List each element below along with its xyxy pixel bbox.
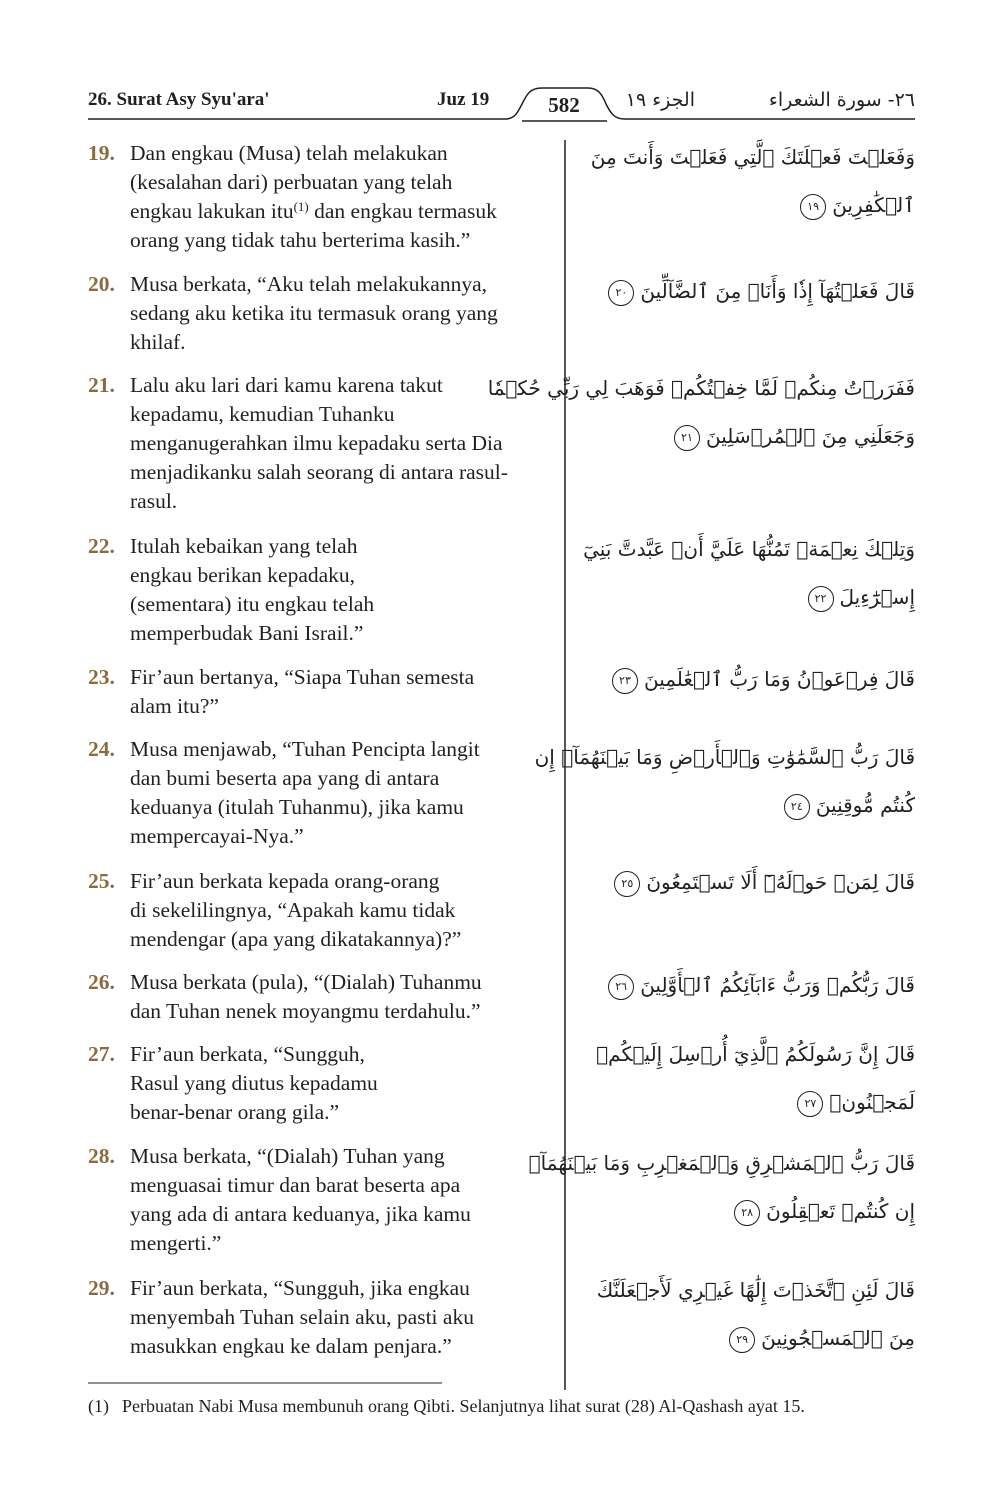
arabic-line	[585, 1078, 915, 1126]
arabic-line: قَالَ لَئِنِ ٱتَّخَذۡتَ إِلَٰهًا غَيۡرِي لَأَجۡعَلَنَّكَ	[596, 1278, 915, 1302]
arabic-text: قَالَ رَبُّكُمۡ وَرَبُّ ءَابَآئِكُمُ ٱلۡأَوَّلِينَ	[640, 973, 915, 997]
arabic-text: لَمَجۡنُونٞ	[829, 1090, 915, 1114]
footnote-marker: (1)	[88, 1396, 109, 1416]
verse-translation-28	[88, 1142, 558, 1258]
arabic-line	[585, 655, 915, 703]
verse-arabic-22	[585, 525, 915, 621]
translation-line: menyembah Tuhan selain aku, pasti aku	[130, 1305, 474, 1329]
verse-end-marker: ٢٥	[614, 871, 640, 897]
verse-number: 23.	[88, 665, 115, 689]
arabic-text: ٱلۡكَٰفِرِينَ	[832, 193, 915, 217]
translation-line: sedang aku ketika itu termasuk orang yang	[130, 301, 498, 325]
footnote-text: Perbuatan Nabi Musa membunuh orang Qibti. Selanjutnya lihat surat (28) Al-Qashash ayat 15.	[122, 1396, 805, 1416]
translation-line: Rasul yang diutus kepadamu	[130, 1071, 378, 1095]
translation-line: Fir’aun bertanya, “Siapa Tuhan semesta	[130, 665, 475, 689]
translation-line: Itulah kebaikan yang telah	[130, 534, 358, 558]
arabic-text: قَالَ لِمَنۡ حَوۡلَهُۥٓ أَلَا تَسۡتَمِعُونَ	[646, 870, 915, 894]
verse-end-marker: ٢٩	[729, 1327, 755, 1353]
arabic-line: قَالَ رَبُّ ٱلسَّمَٰوَٰتِ وَٱلۡأَرۡضِ وَمَا بَيۡنَهُمَآۖ إِن	[534, 745, 915, 769]
arabic-line	[585, 781, 915, 829]
arabic-line	[585, 573, 915, 621]
verse-number: 28.	[88, 1144, 115, 1168]
translation-line: Lalu aku lari dari kamu karena takut	[130, 373, 443, 397]
surah-title-arabic: ٢٦- سورة الشعراء	[768, 89, 915, 111]
arabic-text: إِسۡرَٰٓءِيلَ	[839, 585, 915, 609]
verse-number: 22.	[88, 534, 115, 558]
verse-translation-20	[88, 270, 558, 357]
translation-line: mempercayai-Nya.”	[130, 824, 304, 848]
verse-arabic-28	[528, 1139, 915, 1235]
verse-number: 26.	[88, 970, 115, 994]
verse-end-marker: ٢٧	[797, 1091, 823, 1117]
juz-label-arabic: الجزء ١٩	[625, 89, 695, 111]
surah-title-latin: 26. Surat Asy Syu'ara'	[88, 89, 270, 110]
translation-line: kepadamu, kemudian Tuhanku	[130, 402, 395, 426]
translation-line: dan Tuhan nenek moyangmu terdahulu.”	[130, 999, 481, 1023]
arabic-line	[585, 412, 915, 460]
verse-end-marker: ٢٣	[612, 668, 638, 694]
arabic-text: كُنتُم مُّوقِنِينَ	[815, 793, 915, 817]
arabic-line: وَفَعَلۡتَ فَعۡلَتَكَ ٱلَّتِي فَعَلۡتَ وَأَنتَ مِنَ	[590, 145, 915, 169]
verse-end-marker: ٢٦	[608, 974, 634, 1000]
verse-number: 27.	[88, 1042, 115, 1066]
translation-line: menguasai timur dan barat beserta apa	[130, 1173, 461, 1197]
verse-arabic-21	[487, 364, 915, 460]
arabic-line	[585, 1187, 915, 1235]
juz-label-latin: Juz 19	[437, 89, 490, 110]
verse-translation-29	[88, 1274, 558, 1361]
verse-end-marker: ٢٨	[734, 1200, 760, 1226]
verse-translation-25	[88, 867, 558, 954]
translation-line: Musa berkata, “Aku telah melakukannya,	[130, 272, 488, 296]
verse-number: 21.	[88, 373, 115, 397]
arabic-line: قَالَ رَبُّ ٱلۡمَشۡرِقِ وَٱلۡمَغۡرِبِ وَمَا بَيۡنَهُمَآۖ	[528, 1151, 915, 1175]
translation-line: engkau berikan kepadaku,	[130, 563, 356, 587]
translation-line: menjadikanku salah seorang di antara rasul-	[130, 460, 508, 484]
footnote-reference: (1)	[293, 199, 309, 214]
translation-line: benar-benar orang gila.”	[130, 1100, 340, 1124]
arabic-line: فَفَرَرۡتُ مِنكُمۡ لَمَّا خِفۡتُكُمۡ فَوَهَبَ لِي رَبِّي حُكۡمٗا	[487, 376, 915, 400]
verse-arabic-19	[585, 133, 915, 229]
verse-end-marker: ٢١	[674, 425, 700, 451]
verse-arabic-26	[585, 961, 915, 1009]
verse-arabic-27	[585, 1030, 915, 1126]
translation-line: Musa berkata, “(Dialah) Tuhan yang	[130, 1144, 445, 1168]
arabic-line: قَالَ إِنَّ رَسُولَكُمُ ٱلَّذِيٓ أُرۡسِلَ إِلَيۡكُمۡ	[596, 1042, 915, 1066]
translation-line: orang yang tidak tahu berterima kasih.”	[130, 228, 471, 252]
verse-translation-26	[88, 968, 558, 1026]
verse-translation-24	[88, 735, 558, 851]
arabic-text: قَالَ فِرۡعَوۡنُ وَمَا رَبُّ ٱلۡعَٰلَمِينَ	[643, 667, 915, 691]
verse-arabic-24	[534, 733, 915, 829]
arabic-line	[585, 181, 915, 229]
verse-arabic-29	[585, 1266, 915, 1362]
translation-line: menganugerahkan ilmu kepadaku serta Dia	[130, 431, 503, 455]
verse-translation-23	[88, 663, 558, 721]
translation-line: (sementara) itu engkau telah	[130, 592, 375, 616]
arabic-text: وَجَعَلَنِي مِنَ ٱلۡمُرۡسَلِينَ	[706, 424, 915, 448]
page-number: 582	[548, 93, 580, 117]
verse-end-marker: ٢٠	[608, 280, 634, 306]
verse-number: 19.	[88, 141, 115, 165]
translation-line: Dan engkau (Musa) telah melakukan	[130, 141, 448, 165]
arabic-line	[585, 267, 915, 315]
translation-line: Fir’aun berkata, “Sungguh,	[130, 1042, 365, 1066]
translation-line: Fir’aun berkata kepada orang-orang	[130, 869, 440, 893]
translation-line: alam itu?”	[130, 694, 219, 718]
translation-text: engkau lakukan itu	[130, 199, 294, 223]
translation-line: mengerti.”	[130, 1231, 222, 1255]
translation-line: Musa berkata (pula), “(Dialah) Tuhanmu	[130, 970, 482, 994]
verse-arabic-20	[585, 267, 915, 315]
arabic-line	[585, 858, 915, 906]
verse-arabic-23	[585, 655, 915, 703]
verse-end-marker: ٢٤	[784, 794, 810, 820]
verse-end-marker: ١٩	[800, 194, 826, 220]
verse-translation-27	[88, 1040, 558, 1127]
verse-number: 25.	[88, 869, 115, 893]
translation-line: Fir’aun berkata, “Sungguh, jika engkau	[130, 1276, 470, 1300]
translation-line: Musa menjawab, “Tuhan Pencipta langit	[130, 737, 480, 761]
translation-line: rasul.	[130, 489, 178, 513]
translation-line: memperbudak Bani Israil.”	[130, 621, 364, 645]
translation-line: mendengar (apa yang dikatakannya)?”	[130, 927, 462, 951]
verse-number: 29.	[88, 1276, 115, 1300]
translation-text: dan engkau termasuk	[308, 199, 497, 223]
arabic-text: إِن كُنتُمۡ تَعۡقِلُونَ	[766, 1199, 915, 1223]
translation-line: (kesalahan dari) perbuatan yang telah	[130, 170, 453, 194]
translation-line: yang ada di antara keduanya, jika kamu	[130, 1202, 471, 1226]
arabic-text: قَالَ فَعَلۡتُهَآ إِذٗا وَأَنَا۠ مِنَ ٱلضَّآلِّينَ	[640, 279, 915, 303]
translation-line: di sekelilingnya, “Apakah kamu tidak	[130, 898, 456, 922]
verse-translation-19	[88, 139, 558, 255]
translation-line: khilaf.	[130, 330, 186, 354]
arabic-text: مِنَ ٱلۡمَسۡجُونِينَ	[761, 1326, 915, 1350]
verse-end-marker: ٢٢	[808, 586, 834, 612]
translation-line: dan bumi beserta apa yang di antara	[130, 766, 440, 790]
verse-number: 24.	[88, 737, 115, 761]
translation-line	[130, 197, 558, 226]
verse-translation-22	[88, 532, 558, 648]
arabic-line	[585, 1314, 915, 1362]
translation-line: masukkan engkau ke dalam penjara.”	[130, 1334, 452, 1358]
translation-line: keduanya (itulah Tuhanmu), jika kamu	[130, 795, 464, 819]
verse-arabic-25	[585, 858, 915, 906]
arabic-line: وَتِلۡكَ نِعۡمَةٞ تَمُنُّهَا عَلَيَّ أَنۡ عَبَّدتَّ بَنِيٓ	[583, 537, 915, 561]
arabic-line	[585, 961, 915, 1009]
verse-number: 20.	[88, 272, 115, 296]
